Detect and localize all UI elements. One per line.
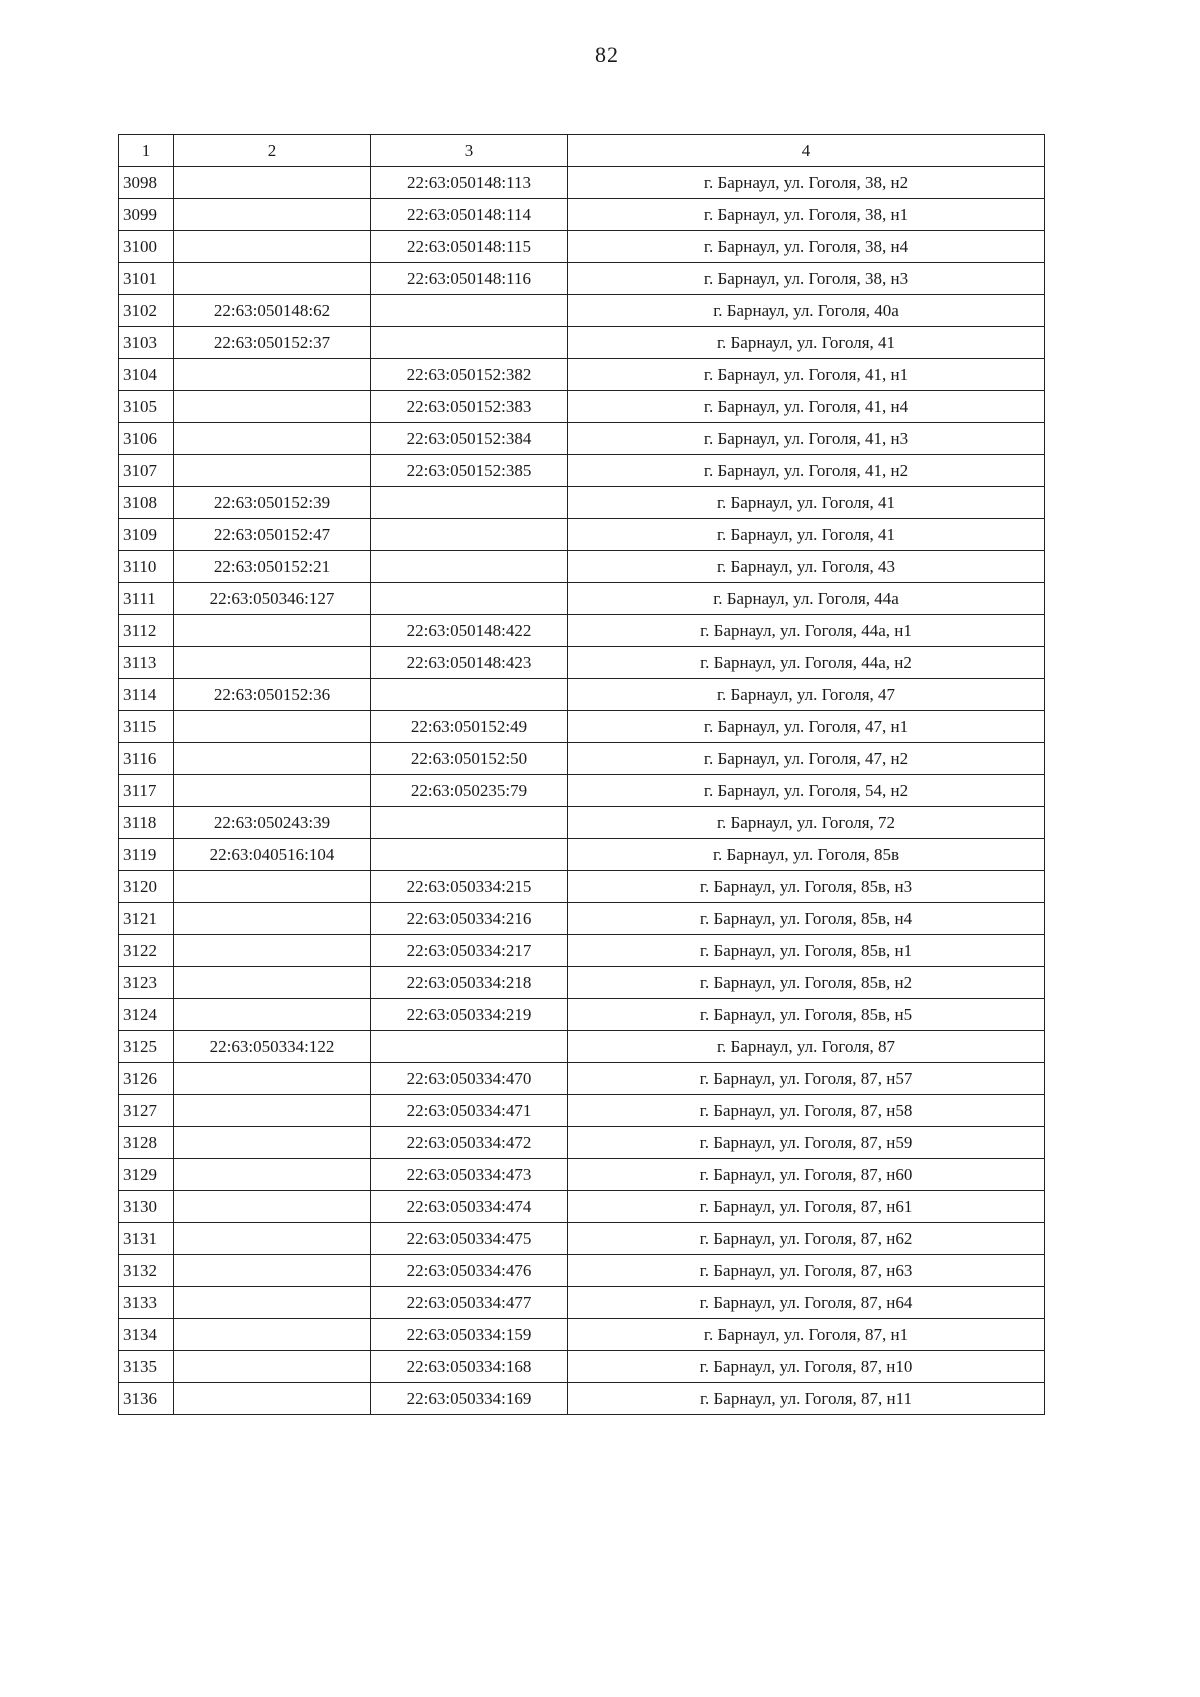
table-row — [119, 1319, 1045, 1351]
address-cell: г. Барнаул, ул. Гоголя, 54, н2 — [568, 775, 1045, 807]
column-header-1: 1 — [119, 135, 174, 167]
object-number-cell: 22:63:050148:422 — [371, 615, 568, 647]
address-cell: г. Барнаул, ул. Гоголя, 87 — [568, 1031, 1045, 1063]
row-number-cell: 3125 — [119, 1031, 174, 1063]
table-row — [119, 1159, 1045, 1191]
table-row — [119, 679, 1045, 711]
address-cell: г. Барнаул, ул. Гоголя, 43 — [568, 551, 1045, 583]
column-header-4: 4 — [568, 135, 1045, 167]
object-number-cell: 22:63:050334:472 — [371, 1127, 568, 1159]
row-number-cell: 3107 — [119, 455, 174, 487]
object-number-cell: 22:63:050334:215 — [371, 871, 568, 903]
row-number-cell: 3104 — [119, 359, 174, 391]
table-row — [119, 263, 1045, 295]
row-number-cell: 3127 — [119, 1095, 174, 1127]
table-row — [119, 455, 1045, 487]
row-number-cell: 3124 — [119, 999, 174, 1031]
object-number-cell: 22:63:050334:169 — [371, 1383, 568, 1415]
parcel-number-cell — [174, 871, 371, 903]
parcel-number-cell — [174, 775, 371, 807]
row-number-cell: 3110 — [119, 551, 174, 583]
address-cell: г. Барнаул, ул. Гоголя, 87, н58 — [568, 1095, 1045, 1127]
column-header-3: 3 — [371, 135, 568, 167]
parcel-number-cell: 22:63:050346:127 — [174, 583, 371, 615]
address-cell: г. Барнаул, ул. Гоголя, 87, н63 — [568, 1255, 1045, 1287]
row-number-cell: 3115 — [119, 711, 174, 743]
parcel-number-cell — [174, 1287, 371, 1319]
row-number-cell: 3120 — [119, 871, 174, 903]
parcel-number-cell — [174, 615, 371, 647]
address-cell: г. Барнаул, ул. Гоголя, 41, н3 — [568, 423, 1045, 455]
row-number-cell: 3108 — [119, 487, 174, 519]
table-row — [119, 1127, 1045, 1159]
object-number-cell: 22:63:050152:50 — [371, 743, 568, 775]
row-number-cell: 3106 — [119, 423, 174, 455]
address-cell: г. Барнаул, ул. Гоголя, 41, н2 — [568, 455, 1045, 487]
table-row — [119, 999, 1045, 1031]
address-cell: г. Барнаул, ул. Гоголя, 85в, н1 — [568, 935, 1045, 967]
table-row — [119, 1063, 1045, 1095]
parcel-number-cell — [174, 1095, 371, 1127]
object-number-cell: 22:63:050334:216 — [371, 903, 568, 935]
object-number-cell: 22:63:050334:476 — [371, 1255, 568, 1287]
parcel-number-cell — [174, 1319, 371, 1351]
row-number-cell: 3113 — [119, 647, 174, 679]
column-header-2: 2 — [174, 135, 371, 167]
object-number-cell: 22:63:050334:473 — [371, 1159, 568, 1191]
address-cell: г. Барнаул, ул. Гоголя, 41 — [568, 327, 1045, 359]
parcel-number-cell: 22:63:050152:39 — [174, 487, 371, 519]
address-cell: г. Барнаул, ул. Гоголя, 85в, н5 — [568, 999, 1045, 1031]
table-row — [119, 1383, 1045, 1415]
row-number-cell: 3098 — [119, 167, 174, 199]
table-row — [119, 391, 1045, 423]
address-cell: г. Барнаул, ул. Гоголя, 87, н1 — [568, 1319, 1045, 1351]
object-number-cell: 22:63:050152:382 — [371, 359, 568, 391]
address-cell: г. Барнаул, ул. Гоголя, 44а, н1 — [568, 615, 1045, 647]
table-row — [119, 807, 1045, 839]
parcel-number-cell — [174, 423, 371, 455]
row-number-cell: 3117 — [119, 775, 174, 807]
address-cell: г. Барнаул, ул. Гоголя, 87, н62 — [568, 1223, 1045, 1255]
address-cell: г. Барнаул, ул. Гоголя, 38, н1 — [568, 199, 1045, 231]
table-row — [119, 487, 1045, 519]
table-row — [119, 839, 1045, 871]
parcel-number-cell: 22:63:050152:37 — [174, 327, 371, 359]
parcel-number-cell — [174, 391, 371, 423]
address-cell: г. Барнаул, ул. Гоголя, 87, н61 — [568, 1191, 1045, 1223]
parcel-number-cell — [174, 935, 371, 967]
parcel-number-cell — [174, 1063, 371, 1095]
object-number-cell: 22:63:050334:471 — [371, 1095, 568, 1127]
object-number-cell: 22:63:050334:218 — [371, 967, 568, 999]
table-row — [119, 1287, 1045, 1319]
object-number-cell: 22:63:050148:423 — [371, 647, 568, 679]
object-number-cell: 22:63:050148:115 — [371, 231, 568, 263]
parcel-number-cell: 22:63:050243:39 — [174, 807, 371, 839]
address-cell: г. Барнаул, ул. Гоголя, 85в, н4 — [568, 903, 1045, 935]
address-cell: г. Барнаул, ул. Гоголя, 87, н64 — [568, 1287, 1045, 1319]
parcel-number-cell — [174, 1255, 371, 1287]
table-row — [119, 1223, 1045, 1255]
row-number-cell: 3130 — [119, 1191, 174, 1223]
table-row — [119, 615, 1045, 647]
table-row — [119, 1095, 1045, 1127]
parcel-number-cell — [174, 743, 371, 775]
address-cell: г. Барнаул, ул. Гоголя, 87, н59 — [568, 1127, 1045, 1159]
object-number-cell — [371, 551, 568, 583]
object-number-cell: 22:63:050152:49 — [371, 711, 568, 743]
parcel-number-cell — [174, 647, 371, 679]
address-cell: г. Барнаул, ул. Гоголя, 87, н10 — [568, 1351, 1045, 1383]
address-cell: г. Барнаул, ул. Гоголя, 44а, н2 — [568, 647, 1045, 679]
table-row — [119, 647, 1045, 679]
table-row — [119, 871, 1045, 903]
parcel-number-cell — [174, 167, 371, 199]
address-cell: г. Барнаул, ул. Гоголя, 47, н1 — [568, 711, 1045, 743]
object-number-cell — [371, 1031, 568, 1063]
row-number-cell: 3123 — [119, 967, 174, 999]
address-cell: г. Барнаул, ул. Гоголя, 44а — [568, 583, 1045, 615]
table-row — [119, 327, 1045, 359]
object-number-cell: 22:63:050334:477 — [371, 1287, 568, 1319]
address-cell: г. Барнаул, ул. Гоголя, 41, н4 — [568, 391, 1045, 423]
parcel-number-cell — [174, 231, 371, 263]
object-number-cell: 22:63:050334:217 — [371, 935, 568, 967]
table-row — [119, 1255, 1045, 1287]
parcel-number-cell — [174, 1191, 371, 1223]
address-cell: г. Барнаул, ул. Гоголя, 85в, н3 — [568, 871, 1045, 903]
parcel-number-cell — [174, 455, 371, 487]
table-row — [119, 775, 1045, 807]
address-cell: г. Барнаул, ул. Гоголя, 87, н57 — [568, 1063, 1045, 1095]
object-number-cell: 22:63:050334:159 — [371, 1319, 568, 1351]
object-number-cell — [371, 839, 568, 871]
table-row — [119, 231, 1045, 263]
address-cell: г. Барнаул, ул. Гоголя, 41 — [568, 519, 1045, 551]
parcel-number-cell — [174, 263, 371, 295]
object-number-cell — [371, 679, 568, 711]
object-number-cell — [371, 327, 568, 359]
row-number-cell: 3109 — [119, 519, 174, 551]
address-cell: г. Барнаул, ул. Гоголя, 87, н60 — [568, 1159, 1045, 1191]
row-number-cell: 3128 — [119, 1127, 174, 1159]
table-row — [119, 743, 1045, 775]
address-cell: г. Барнаул, ул. Гоголя, 87, н11 — [568, 1383, 1045, 1415]
object-number-cell: 22:63:050235:79 — [371, 775, 568, 807]
page-number: 82 — [595, 42, 619, 67]
parcel-number-cell: 22:63:050152:36 — [174, 679, 371, 711]
row-number-cell: 3099 — [119, 199, 174, 231]
table-row — [119, 519, 1045, 551]
row-number-cell: 3122 — [119, 935, 174, 967]
object-number-cell — [371, 519, 568, 551]
table-row — [119, 199, 1045, 231]
parcel-number-cell: 22:63:040516:104 — [174, 839, 371, 871]
row-number-cell: 3116 — [119, 743, 174, 775]
object-number-cell: 22:63:050334:474 — [371, 1191, 568, 1223]
table-row — [119, 711, 1045, 743]
row-number-cell: 3132 — [119, 1255, 174, 1287]
row-number-cell: 3105 — [119, 391, 174, 423]
parcel-number-cell — [174, 711, 371, 743]
row-number-cell: 3118 — [119, 807, 174, 839]
table-row — [119, 423, 1045, 455]
table-row — [119, 967, 1045, 999]
address-cell: г. Барнаул, ул. Гоголя, 47, н2 — [568, 743, 1045, 775]
table-row — [119, 1351, 1045, 1383]
table-row — [119, 1031, 1045, 1063]
object-number-cell: 22:63:050148:114 — [371, 199, 568, 231]
object-number-cell: 22:63:050152:383 — [371, 391, 568, 423]
parcel-number-cell — [174, 999, 371, 1031]
object-number-cell — [371, 487, 568, 519]
row-number-cell: 3103 — [119, 327, 174, 359]
row-number-cell: 3101 — [119, 263, 174, 295]
row-number-cell: 3100 — [119, 231, 174, 263]
table-row — [119, 551, 1045, 583]
parcel-number-cell — [174, 903, 371, 935]
address-cell: г. Барнаул, ул. Гоголя, 85в, н2 — [568, 967, 1045, 999]
address-cell: г. Барнаул, ул. Гоголя, 47 — [568, 679, 1045, 711]
table-row — [119, 583, 1045, 615]
object-number-cell: 22:63:050152:385 — [371, 455, 568, 487]
parcel-number-cell — [174, 1223, 371, 1255]
object-number-cell: 22:63:050148:116 — [371, 263, 568, 295]
parcel-number-cell — [174, 1383, 371, 1415]
parcel-number-cell — [174, 1351, 371, 1383]
parcel-number-cell — [174, 967, 371, 999]
row-number-cell: 3121 — [119, 903, 174, 935]
row-number-cell: 3134 — [119, 1319, 174, 1351]
address-cell: г. Барнаул, ул. Гоголя, 85в — [568, 839, 1045, 871]
parcel-number-cell — [174, 199, 371, 231]
address-cell: г. Барнаул, ул. Гоголя, 38, н2 — [568, 167, 1045, 199]
parcel-number-cell — [174, 1127, 371, 1159]
object-number-cell: 22:63:050334:475 — [371, 1223, 568, 1255]
table-body — [119, 167, 1045, 1415]
address-cell: г. Барнаул, ул. Гоголя, 38, н4 — [568, 231, 1045, 263]
row-number-cell: 3112 — [119, 615, 174, 647]
address-cell: г. Барнаул, ул. Гоголя, 41 — [568, 487, 1045, 519]
row-number-cell: 3114 — [119, 679, 174, 711]
parcel-number-cell: 22:63:050152:21 — [174, 551, 371, 583]
table-row — [119, 295, 1045, 327]
object-number-cell: 22:63:050334:168 — [371, 1351, 568, 1383]
parcel-number-cell: 22:63:050152:47 — [174, 519, 371, 551]
table-row — [119, 1191, 1045, 1223]
table-row — [119, 935, 1045, 967]
row-number-cell: 3133 — [119, 1287, 174, 1319]
object-number-cell — [371, 295, 568, 327]
address-cell: г. Барнаул, ул. Гоголя, 40а — [568, 295, 1045, 327]
table-row — [119, 359, 1045, 391]
address-cell: г. Барнаул, ул. Гоголя, 72 — [568, 807, 1045, 839]
row-number-cell: 3102 — [119, 295, 174, 327]
object-number-cell — [371, 583, 568, 615]
table-header-row — [119, 135, 1045, 167]
object-number-cell: 22:63:050148:113 — [371, 167, 568, 199]
object-number-cell: 22:63:050334:470 — [371, 1063, 568, 1095]
row-number-cell: 3136 — [119, 1383, 174, 1415]
object-number-cell — [371, 807, 568, 839]
address-cell: г. Барнаул, ул. Гоголя, 41, н1 — [568, 359, 1045, 391]
row-number-cell: 3119 — [119, 839, 174, 871]
table-row — [119, 903, 1045, 935]
row-number-cell: 3126 — [119, 1063, 174, 1095]
row-number-cell: 3111 — [119, 583, 174, 615]
row-number-cell: 3129 — [119, 1159, 174, 1191]
parcel-number-cell — [174, 359, 371, 391]
parcel-number-cell: 22:63:050334:122 — [174, 1031, 371, 1063]
parcel-number-cell: 22:63:050148:62 — [174, 295, 371, 327]
object-number-cell: 22:63:050334:219 — [371, 999, 568, 1031]
parcel-number-cell — [174, 1159, 371, 1191]
object-number-cell: 22:63:050152:384 — [371, 423, 568, 455]
registry-table — [118, 134, 1045, 1415]
row-number-cell: 3131 — [119, 1223, 174, 1255]
table-row — [119, 167, 1045, 199]
address-cell: г. Барнаул, ул. Гоголя, 38, н3 — [568, 263, 1045, 295]
row-number-cell: 3135 — [119, 1351, 174, 1383]
